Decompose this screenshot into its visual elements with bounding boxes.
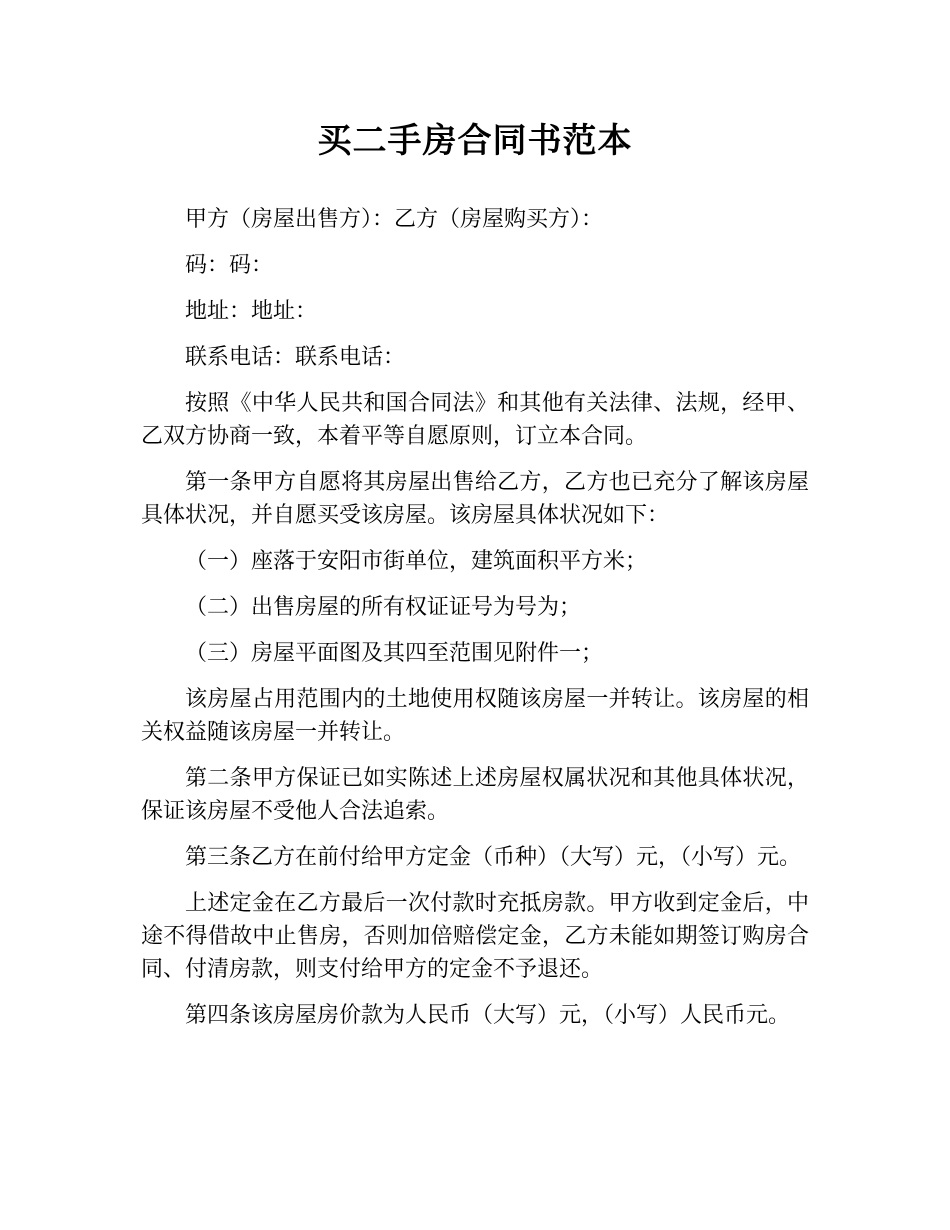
deposit-paragraph: 上述定金在乙方最后一次付款时充抵房款。甲方收到定金后，中途不得借故中止售房，否则加倍赔偿定金，乙方未能如期签订购房合同、付清房款，则支付给甲方的定金不予退还。: [141, 891, 809, 982]
article-1-item-2: （二）出售房屋的所有权证证号为号为；: [185, 595, 582, 620]
phone-line: 联系电话：联系电话：: [185, 345, 406, 370]
article-1-item-1: （一）座落于安阳市街单位，建筑面积平方米；: [185, 549, 648, 574]
document-body: [141, 203, 809, 1045]
article-3-paragraph: 第三条乙方在前付给甲方定金（币种）（大写）元，（小写）元。: [185, 845, 802, 870]
document-title: 买二手房合同书范本: [317, 121, 633, 161]
preamble-paragraph: 按照《中华人民共和国合同法》和其他有关法律、法规，经甲、乙双方协商一致，本着平等自愿原则，订立本合同。: [141, 391, 809, 449]
code-line: 码：码：: [185, 253, 274, 278]
party-line: 甲方（房屋出售方）：乙方（房屋购买方）：: [185, 207, 604, 232]
article-4-paragraph: 第四条该房屋房价款为人民币（大写）元，（小写）人民币元。: [185, 1003, 791, 1028]
address-line: 地址：地址：: [185, 299, 318, 324]
article-2-paragraph: 第二条甲方保证已如实陈述上述房屋权属状况和其他具体状况，保证该房屋不受他人合法追索。: [141, 766, 809, 824]
article-1-item-3: （三）房屋平面图及其四至范围见附件一；: [185, 641, 604, 666]
article-1-paragraph: 第一条甲方自愿将其房屋出售给乙方，乙方也已充分了解该房屋具体状况，并自愿买受该房屋。该房屋具体状况如下：: [141, 470, 809, 528]
land-rights-paragraph: 该房屋占用范围内的土地使用权随该房屋一并转让。该房屋的相关权益随该房屋一并转让。: [141, 687, 809, 745]
